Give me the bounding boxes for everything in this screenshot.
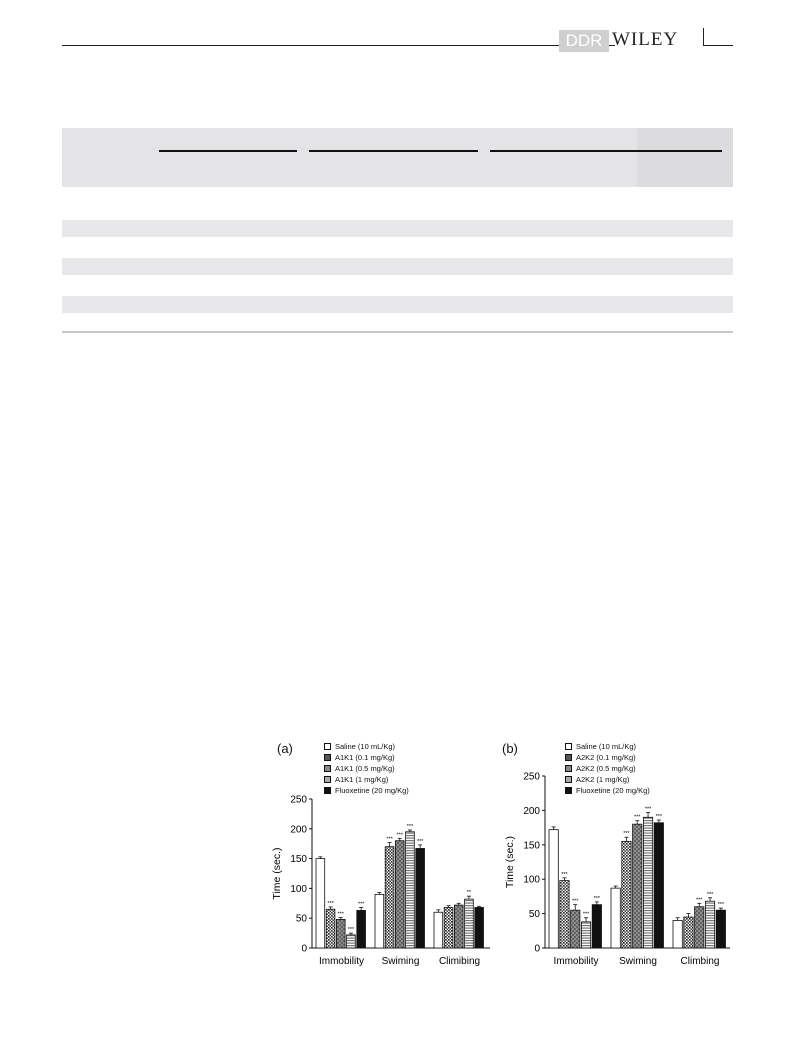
significance-marker: *** xyxy=(386,836,393,843)
legend-label: A2K2 (1 mg/Kg) xyxy=(576,775,630,784)
table-bottom-rule xyxy=(62,331,733,333)
significance-marker: *** xyxy=(706,891,714,898)
legend-label: A1K1 (1 mg/Kg) xyxy=(335,775,389,784)
x-category-label: Climbing xyxy=(680,956,720,967)
legend-item xyxy=(324,741,409,752)
bar xyxy=(326,909,335,948)
bar xyxy=(684,917,693,948)
bar xyxy=(454,905,463,948)
bar xyxy=(375,894,384,948)
bar xyxy=(695,907,704,948)
bar xyxy=(581,922,590,948)
y-tick-label: 150 xyxy=(290,854,307,866)
significance-marker: *** xyxy=(561,871,568,878)
bar xyxy=(705,901,714,948)
legend-swatch xyxy=(324,787,331,794)
y-tick-label: 100 xyxy=(290,883,307,895)
bar xyxy=(395,841,404,948)
legend-item xyxy=(324,752,409,763)
bar xyxy=(336,919,345,948)
significance-marker: *** xyxy=(644,806,652,813)
table-header-last-column xyxy=(637,128,733,187)
bar xyxy=(347,935,356,948)
bar xyxy=(465,899,474,948)
bar xyxy=(560,881,569,948)
table-group-rule-1 xyxy=(159,150,297,152)
y-tick-label: 250 xyxy=(290,794,307,806)
y-tick-label: 50 xyxy=(528,909,540,921)
bar xyxy=(716,910,725,948)
legend-label: A2K2 (0.1 mg/Kg) xyxy=(576,753,636,762)
bar xyxy=(673,920,682,948)
header-rule-left xyxy=(62,45,562,46)
figure-panel-b xyxy=(497,735,737,980)
legend-item xyxy=(565,774,650,785)
significance-marker: *** xyxy=(582,911,590,918)
legend-swatch xyxy=(324,765,331,772)
bar xyxy=(444,907,453,948)
significance-marker: *** xyxy=(717,902,725,909)
x-category-label: Swiming xyxy=(381,956,420,967)
bar xyxy=(622,841,631,948)
x-category-label: Climibing xyxy=(438,956,481,967)
panel-letter: (b) xyxy=(502,741,518,756)
bar xyxy=(475,907,484,948)
bar xyxy=(643,817,652,948)
legend-label: A1K1 (0.1 mg/Kg) xyxy=(335,753,395,762)
table-row-stripe xyxy=(62,296,733,313)
legend-item xyxy=(565,785,650,796)
significance-marker: *** xyxy=(696,897,703,904)
significance-marker: *** xyxy=(655,814,663,821)
bar xyxy=(357,910,366,948)
legend-label: Saline (10 mL/Kg) xyxy=(576,742,637,751)
legend-swatch xyxy=(324,776,331,783)
bar xyxy=(385,847,394,948)
significance-marker: *** xyxy=(357,901,365,908)
legend-item xyxy=(324,785,409,796)
chart-legend xyxy=(565,741,650,796)
figure-panel-a xyxy=(262,735,492,980)
chart-legend xyxy=(324,741,409,796)
legend-swatch xyxy=(565,754,572,761)
bar xyxy=(571,910,580,948)
bar xyxy=(654,823,663,948)
bar xyxy=(406,832,415,948)
significance-marker: *** xyxy=(593,895,601,902)
publisher-logo: WILEY xyxy=(612,29,679,50)
legend-swatch xyxy=(324,743,331,750)
y-tick-label: 200 xyxy=(290,824,307,836)
bar xyxy=(633,824,642,948)
x-category-label: Immobility xyxy=(318,956,365,967)
bar xyxy=(549,830,558,948)
legend-swatch xyxy=(565,743,572,750)
legend-item xyxy=(565,763,650,774)
significance-marker: *** xyxy=(347,927,355,934)
y-axis-label: Time (sec.) xyxy=(271,847,283,900)
table-group-rule-2 xyxy=(309,150,478,152)
y-tick-label: 200 xyxy=(523,805,540,817)
table-group-rule-3 xyxy=(490,150,722,152)
significance-marker: *** xyxy=(337,911,344,918)
legend-item xyxy=(324,774,409,785)
legend-item xyxy=(324,763,409,774)
bar xyxy=(611,888,620,948)
legend-swatch xyxy=(565,787,572,794)
journal-badge: DDR xyxy=(559,30,609,52)
y-tick-label: 250 xyxy=(523,771,540,783)
significance-marker: *** xyxy=(634,814,641,821)
bar xyxy=(416,848,425,948)
bar xyxy=(592,905,601,948)
bar xyxy=(316,859,325,948)
legend-label: A1K1 (0.5 mg/Kg) xyxy=(335,764,395,773)
table-row-stripe xyxy=(62,258,733,275)
panel-letter: (a) xyxy=(277,741,293,756)
legend-swatch xyxy=(324,754,331,761)
legend-label: Saline (10 mL/Kg) xyxy=(335,742,396,751)
y-axis-label: Time (sec.) xyxy=(504,835,516,889)
bar xyxy=(434,912,443,948)
significance-marker: *** xyxy=(623,831,630,838)
legend-label: Fluoxetine (20 mg/Kg) xyxy=(335,786,409,795)
y-tick-label: 0 xyxy=(534,943,540,955)
significance-marker: *** xyxy=(572,898,579,905)
significance-marker: *** xyxy=(396,832,403,839)
table-header-band xyxy=(62,128,733,187)
x-category-label: Immobility xyxy=(553,956,599,967)
table-row-stripe xyxy=(62,220,733,237)
significance-marker: ** xyxy=(466,890,472,897)
header-vertical-rule xyxy=(703,28,704,45)
legend-swatch xyxy=(565,765,572,772)
y-tick-label: 150 xyxy=(523,840,540,852)
y-tick-label: 50 xyxy=(295,913,307,925)
legend-label: A2K2 (0.5 mg/Kg) xyxy=(576,764,636,773)
legend-label: Fluoxetine (20 mg/Kg) xyxy=(576,786,650,795)
legend-swatch xyxy=(565,776,572,783)
x-category-label: Swiming xyxy=(619,956,657,967)
legend-item xyxy=(565,752,650,763)
y-tick-label: 100 xyxy=(523,874,540,886)
y-tick-label: 0 xyxy=(301,943,307,955)
significance-marker: *** xyxy=(416,838,424,845)
significance-marker: *** xyxy=(327,900,334,907)
significance-marker: *** xyxy=(406,823,414,830)
header-rule-right xyxy=(703,45,733,46)
legend-item xyxy=(565,741,650,752)
